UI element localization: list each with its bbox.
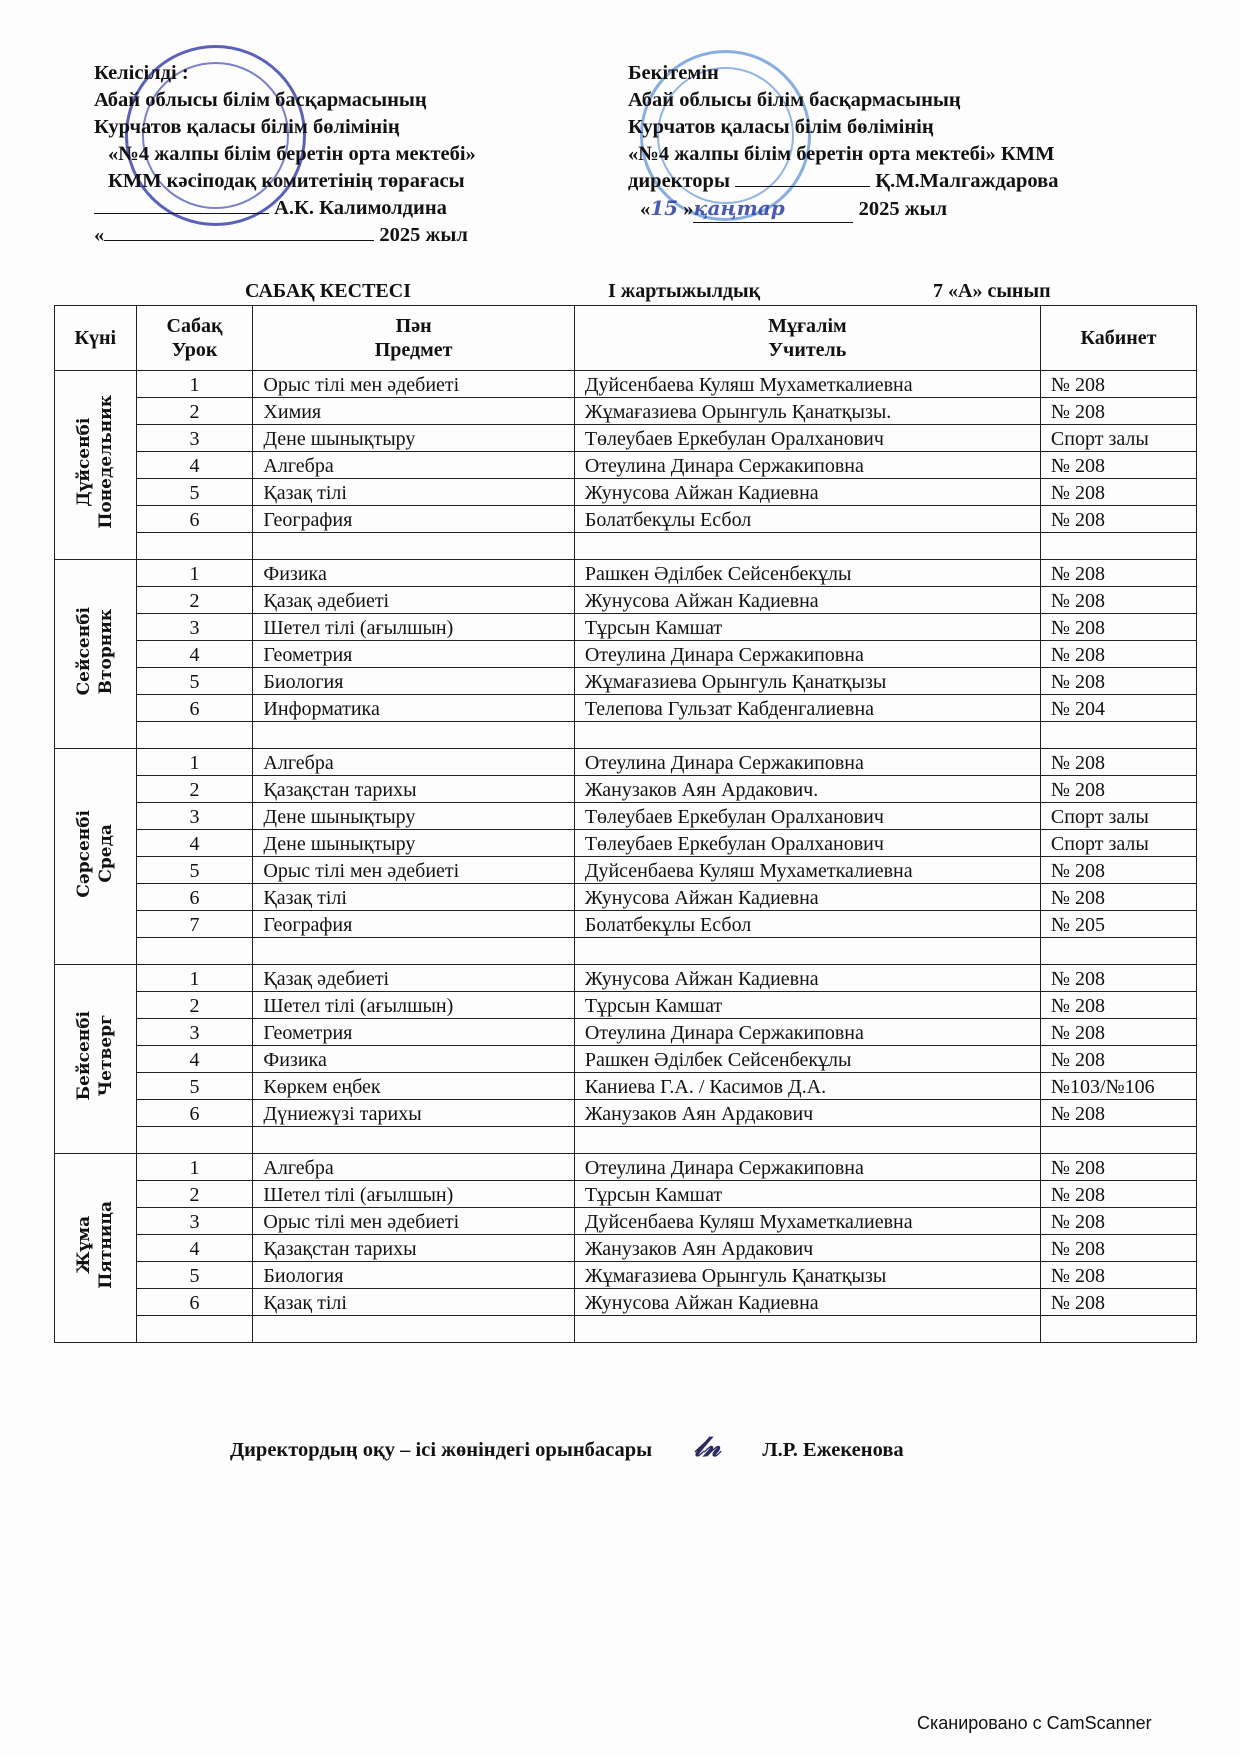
room-cell: № 208 [1040, 1046, 1196, 1073]
lesson-number: 4 [136, 1046, 253, 1073]
room-cell: № 208 [1040, 1019, 1196, 1046]
teacher-cell: Төлеубаев Еркебулан Оралханович [574, 425, 1040, 452]
day-cell [55, 1154, 137, 1343]
lesson-number: 3 [136, 425, 253, 452]
blank-row [55, 938, 1197, 965]
day-name-kz: Сейсенбі [74, 606, 95, 696]
subject-cell: Орыс тілі мен әдебиеті [253, 371, 574, 398]
lesson-number: 4 [136, 830, 253, 857]
empty-cell [253, 1127, 574, 1154]
agreed-signatory-name: А.К. Калимолдина [274, 197, 447, 219]
blank-row [55, 1316, 1197, 1343]
table-row [55, 641, 1197, 668]
lesson-number: 6 [136, 1100, 253, 1127]
col-header-lesson [136, 306, 253, 371]
room-cell: № 208 [1040, 965, 1196, 992]
lesson-number: 4 [136, 1235, 253, 1262]
subject-cell: Биология [253, 668, 574, 695]
agreed-label: Келісілді : [94, 62, 189, 84]
deputy-signature-icon: 𝓁𝓃 [694, 1430, 721, 1463]
subject-cell: Физика [253, 560, 574, 587]
teacher-cell: Отеулина Динара Сержакиповна [574, 452, 1040, 479]
lesson-number: 6 [136, 1289, 253, 1316]
empty-cell [574, 533, 1040, 560]
teacher-cell: Тұрсын Камшат [574, 614, 1040, 641]
lesson-number: 1 [136, 965, 253, 992]
empty-cell [1040, 722, 1196, 749]
agreed-line: «№4 жалпы білім беретін орта мектебі» [108, 143, 476, 165]
col-header-room: Кабинет [1040, 306, 1196, 371]
subject-cell: Физика [253, 1046, 574, 1073]
col-header-day [55, 306, 137, 371]
table-row [55, 1235, 1197, 1262]
day-name-kz: Сәрсенбі [74, 809, 95, 898]
room-cell: Спорт залы [1040, 425, 1196, 452]
lesson-header-kz: Сабақ [166, 315, 223, 337]
table-row [55, 398, 1197, 425]
empty-cell [136, 1316, 253, 1343]
teacher-cell: Жұмағазиева Орынгуль Қанатқызы [574, 668, 1040, 695]
approved-line: Курчатов қаласы білім бөлімінің [628, 116, 934, 138]
subject-cell: Дене шынықтыру [253, 830, 574, 857]
table-row [55, 803, 1197, 830]
table-row [55, 884, 1197, 911]
empty-cell [136, 722, 253, 749]
room-cell: № 208 [1040, 1208, 1196, 1235]
teacher-cell: Дуйсенбаева Куляш Мухаметкалиевна [574, 1208, 1040, 1235]
room-cell: № 208 [1040, 506, 1196, 533]
lesson-header-ru: Урок [171, 339, 218, 361]
subject-cell: Дене шынықтыру [253, 425, 574, 452]
approved-day: 15 [650, 196, 679, 220]
room-cell: № 208 [1040, 479, 1196, 506]
approved-line: «№4 жалпы білім беретін орта мектебі» КММ [628, 143, 1055, 165]
teacher-cell: Телепова Гульзат Кабденгалиевна [574, 695, 1040, 722]
col-header-subject [253, 306, 574, 371]
table-row [55, 560, 1197, 587]
lesson-number: 6 [136, 506, 253, 533]
room-cell: № 208 [1040, 587, 1196, 614]
col-header-teacher [574, 306, 1040, 371]
day-name-ru: Четверг [96, 1015, 117, 1097]
day-label [73, 1011, 117, 1100]
lesson-number: 2 [136, 1181, 253, 1208]
teacher-cell: Каниева Г.А. / Касимов Д.А. [574, 1073, 1040, 1100]
subject-cell: Алгебра [253, 1154, 574, 1181]
teacher-cell: Жунусова Айжан Кадиевна [574, 587, 1040, 614]
room-cell: № 208 [1040, 668, 1196, 695]
lesson-number: 4 [136, 452, 253, 479]
room-cell: № 208 [1040, 560, 1196, 587]
agreed-date-line [94, 222, 476, 249]
room-cell: № 208 [1040, 452, 1196, 479]
room-cell: №103/№106 [1040, 1073, 1196, 1100]
teacher-cell: Болатбекұлы Есбол [574, 911, 1040, 938]
subject-cell: Алгебра [253, 749, 574, 776]
table-row [55, 1154, 1197, 1181]
director-label: директоры [628, 170, 730, 192]
subject-cell: Қазақстан тарихы [253, 1235, 574, 1262]
day-label [73, 395, 117, 529]
agreed-line: КММ кәсіподақ комитетінің төрағасы [108, 170, 465, 192]
lesson-number: 1 [136, 1154, 253, 1181]
day-cell [55, 965, 137, 1154]
room-cell: № 205 [1040, 911, 1196, 938]
lesson-number: 5 [136, 857, 253, 884]
approved-label: Бекітемін [628, 62, 719, 84]
teacher-cell: Жұмағазиева Орынгуль Қанатқызы. [574, 398, 1040, 425]
day-header-text: Күні [74, 327, 117, 349]
date-quote-open: « [640, 198, 651, 220]
schedule-table [54, 305, 1197, 1343]
approved-month: қаңтар [693, 195, 853, 223]
table-row [55, 992, 1197, 1019]
empty-cell [1040, 938, 1196, 965]
subject-cell: Орыс тілі мен әдебиеті [253, 857, 574, 884]
approved-signature-line [628, 168, 1058, 195]
approval-block-approved [628, 60, 1058, 223]
empty-cell [253, 938, 574, 965]
empty-cell [574, 722, 1040, 749]
subject-cell: Қазақ әдебиеті [253, 587, 574, 614]
teacher-cell: Рашкен Әділбек Сейсенбекұлы [574, 1046, 1040, 1073]
lesson-number: 2 [136, 776, 253, 803]
room-cell: № 208 [1040, 749, 1196, 776]
teacher-cell: Жанузаков Аян Ардакович [574, 1235, 1040, 1262]
subject-cell: Шетел тілі (ағылшын) [253, 992, 574, 1019]
day-name-kz: Бейсенбі [74, 1011, 95, 1101]
table-row [55, 857, 1197, 884]
subject-cell: Геометрия [253, 1019, 574, 1046]
room-cell: № 204 [1040, 695, 1196, 722]
approved-date-line [628, 195, 1058, 223]
approved-year: 2025 жыл [858, 198, 948, 220]
subject-cell: Қазақ тілі [253, 479, 574, 506]
room-cell: № 208 [1040, 1181, 1196, 1208]
lesson-number: 1 [136, 560, 253, 587]
teacher-cell: Жунусова Айжан Кадиевна [574, 479, 1040, 506]
lesson-number: 5 [136, 479, 253, 506]
table-row [55, 614, 1197, 641]
subject-header-ru: Предмет [374, 339, 453, 361]
room-cell: № 208 [1040, 641, 1196, 668]
subject-cell: Қазақ әдебиеті [253, 965, 574, 992]
agreed-signature-line [94, 195, 476, 222]
subject-cell: Дене шынықтыру [253, 803, 574, 830]
room-cell: № 208 [1040, 398, 1196, 425]
agreed-line: Абай облысы білім басқармасының [94, 89, 427, 111]
table-row [55, 452, 1197, 479]
teacher-cell: Дуйсенбаева Куляш Мухаметкалиевна [574, 371, 1040, 398]
blank-row [55, 533, 1197, 560]
day-name-ru: Понедельник [96, 395, 117, 529]
teacher-cell: Төлеубаев Еркебулан Оралханович [574, 830, 1040, 857]
lesson-number: 3 [136, 614, 253, 641]
empty-cell [574, 1127, 1040, 1154]
semester-label: I жартыжылдық [608, 280, 761, 302]
empty-cell [253, 1316, 574, 1343]
table-row [55, 911, 1197, 938]
empty-cell [253, 722, 574, 749]
table-row [55, 1019, 1197, 1046]
day-name-ru: Среда [96, 824, 117, 883]
subject-cell: Алгебра [253, 452, 574, 479]
empty-cell [136, 533, 253, 560]
lesson-number: 5 [136, 668, 253, 695]
teacher-cell: Жунусова Айжан Кадиевна [574, 965, 1040, 992]
room-cell: № 208 [1040, 1100, 1196, 1127]
lesson-number: 3 [136, 1208, 253, 1235]
teacher-cell: Жұмағазиева Орынгуль Қанатқызы [574, 1262, 1040, 1289]
subject-cell: География [253, 911, 574, 938]
subject-cell: Орыс тілі мен әдебиеті [253, 1208, 574, 1235]
blank-row [55, 1127, 1197, 1154]
lesson-number: 3 [136, 803, 253, 830]
deputy-signature-block [230, 1430, 904, 1464]
day-label [73, 810, 117, 898]
table-row [55, 1046, 1197, 1073]
scanner-watermark: Сканировано с CamScanner [917, 1713, 1152, 1733]
table-row [55, 965, 1197, 992]
teacher-cell: Тұрсын Камшат [574, 992, 1040, 1019]
teacher-header-ru: Учитель [768, 339, 847, 361]
table-row [55, 1100, 1197, 1127]
table-row [55, 506, 1197, 533]
lesson-number: 6 [136, 884, 253, 911]
subject-cell: Қазақ тілі [253, 1289, 574, 1316]
empty-cell [574, 1316, 1040, 1343]
day-cell [55, 749, 137, 965]
teacher-cell: Отеулина Динара Сержакиповна [574, 749, 1040, 776]
teacher-cell: Жанузаков Аян Ардакович [574, 1100, 1040, 1127]
room-cell: № 208 [1040, 1289, 1196, 1316]
lesson-number: 1 [136, 371, 253, 398]
date-quote-close: » [683, 198, 694, 220]
subject-cell: Геометрия [253, 641, 574, 668]
teacher-cell: Жунусова Айжан Кадиевна [574, 884, 1040, 911]
room-cell: № 208 [1040, 857, 1196, 884]
room-cell: № 208 [1040, 371, 1196, 398]
table-row [55, 668, 1197, 695]
table-header-row [55, 306, 1197, 371]
teacher-cell: Жанузаков Аян Ардакович. [574, 776, 1040, 803]
subject-cell: Шетел тілі (ағылшын) [253, 614, 574, 641]
table-row [55, 830, 1197, 857]
lesson-number: 5 [136, 1073, 253, 1100]
table-row [55, 1073, 1197, 1100]
table-row [55, 425, 1197, 452]
approval-block-agreed [94, 60, 476, 249]
room-cell: № 208 [1040, 1262, 1196, 1289]
blank-row [55, 722, 1197, 749]
day-name-ru: Пятница [96, 1201, 117, 1289]
room-cell: Спорт залы [1040, 803, 1196, 830]
teacher-header-kz: Мұғалім [768, 315, 847, 337]
teacher-cell: Отеулина Динара Сержакиповна [574, 1019, 1040, 1046]
empty-cell [1040, 1127, 1196, 1154]
lesson-number: 4 [136, 641, 253, 668]
table-row [55, 1181, 1197, 1208]
table-row [55, 776, 1197, 803]
teacher-cell: Рашкен Әділбек Сейсенбекұлы [574, 560, 1040, 587]
day-name-kz: Жұма [74, 1216, 95, 1274]
room-cell: № 208 [1040, 884, 1196, 911]
approved-line: Абай облысы білім басқармасының [628, 89, 961, 111]
subject-cell: Дүниежүзі тарихы [253, 1100, 574, 1127]
teacher-cell: Отеулина Динара Сержакиповна [574, 1154, 1040, 1181]
teacher-cell: Төлеубаев Еркебулан Оралханович [574, 803, 1040, 830]
lesson-number: 7 [136, 911, 253, 938]
table-row [55, 479, 1197, 506]
empty-cell [574, 938, 1040, 965]
day-cell [55, 560, 137, 749]
table-row [55, 1208, 1197, 1235]
subject-cell: Шетел тілі (ағылшын) [253, 1181, 574, 1208]
subject-cell: Қазақстан тарихы [253, 776, 574, 803]
empty-cell [1040, 533, 1196, 560]
teacher-cell: Дуйсенбаева Куляш Мухаметкалиевна [574, 857, 1040, 884]
agreed-year: 2025 жыл [379, 224, 468, 246]
lesson-number: 3 [136, 1019, 253, 1046]
empty-cell [136, 1127, 253, 1154]
teacher-cell: Тұрсын Камшат [574, 1181, 1040, 1208]
lesson-number: 2 [136, 992, 253, 1019]
table-row [55, 1262, 1197, 1289]
empty-cell [136, 938, 253, 965]
room-cell: № 208 [1040, 1154, 1196, 1181]
day-cell [55, 371, 137, 560]
day-name-ru: Вторник [96, 608, 117, 694]
lesson-number: 2 [136, 587, 253, 614]
approved-signatory-name: Қ.М.Малгаждарова [875, 170, 1059, 192]
deputy-name: Л.Р. Ежекенова [762, 1439, 904, 1461]
teacher-cell: Болатбекұлы Есбол [574, 506, 1040, 533]
table-row [55, 1289, 1197, 1316]
subject-cell: Химия [253, 398, 574, 425]
table-row [55, 587, 1197, 614]
teacher-cell: Отеулина Динара Сержакиповна [574, 641, 1040, 668]
lesson-number: 6 [136, 695, 253, 722]
room-cell: № 208 [1040, 776, 1196, 803]
subject-cell: Қазақ тілі [253, 884, 574, 911]
empty-cell [1040, 1316, 1196, 1343]
deputy-role: Директордың оқу – ісі жөніндегі орынбасары [230, 1439, 653, 1461]
day-label [73, 607, 117, 695]
subject-header-kz: Пән [395, 315, 432, 337]
lesson-number: 2 [136, 398, 253, 425]
class-label: 7 «А» сынып [933, 280, 1051, 302]
subject-cell: Информатика [253, 695, 574, 722]
subject-cell: География [253, 506, 574, 533]
room-cell: № 208 [1040, 992, 1196, 1019]
date-quote-open: « [94, 224, 105, 246]
lesson-number: 1 [136, 749, 253, 776]
subject-cell: Биология [253, 1262, 574, 1289]
table-row [55, 695, 1197, 722]
room-cell: Спорт залы [1040, 830, 1196, 857]
lesson-number: 5 [136, 1262, 253, 1289]
day-name-kz: Дүйсенбі [74, 417, 95, 507]
subject-cell: Көркем еңбек [253, 1073, 574, 1100]
agreed-line: Курчатов қаласы білім бөлімінің [94, 116, 400, 138]
teacher-cell: Жунусова Айжан Кадиевна [574, 1289, 1040, 1316]
day-label [73, 1201, 117, 1289]
room-cell: № 208 [1040, 614, 1196, 641]
table-row [55, 371, 1197, 398]
empty-cell [253, 533, 574, 560]
room-cell: № 208 [1040, 1235, 1196, 1262]
table-row [55, 749, 1197, 776]
schedule-title: САБАҚ КЕСТЕСІ [245, 280, 411, 302]
